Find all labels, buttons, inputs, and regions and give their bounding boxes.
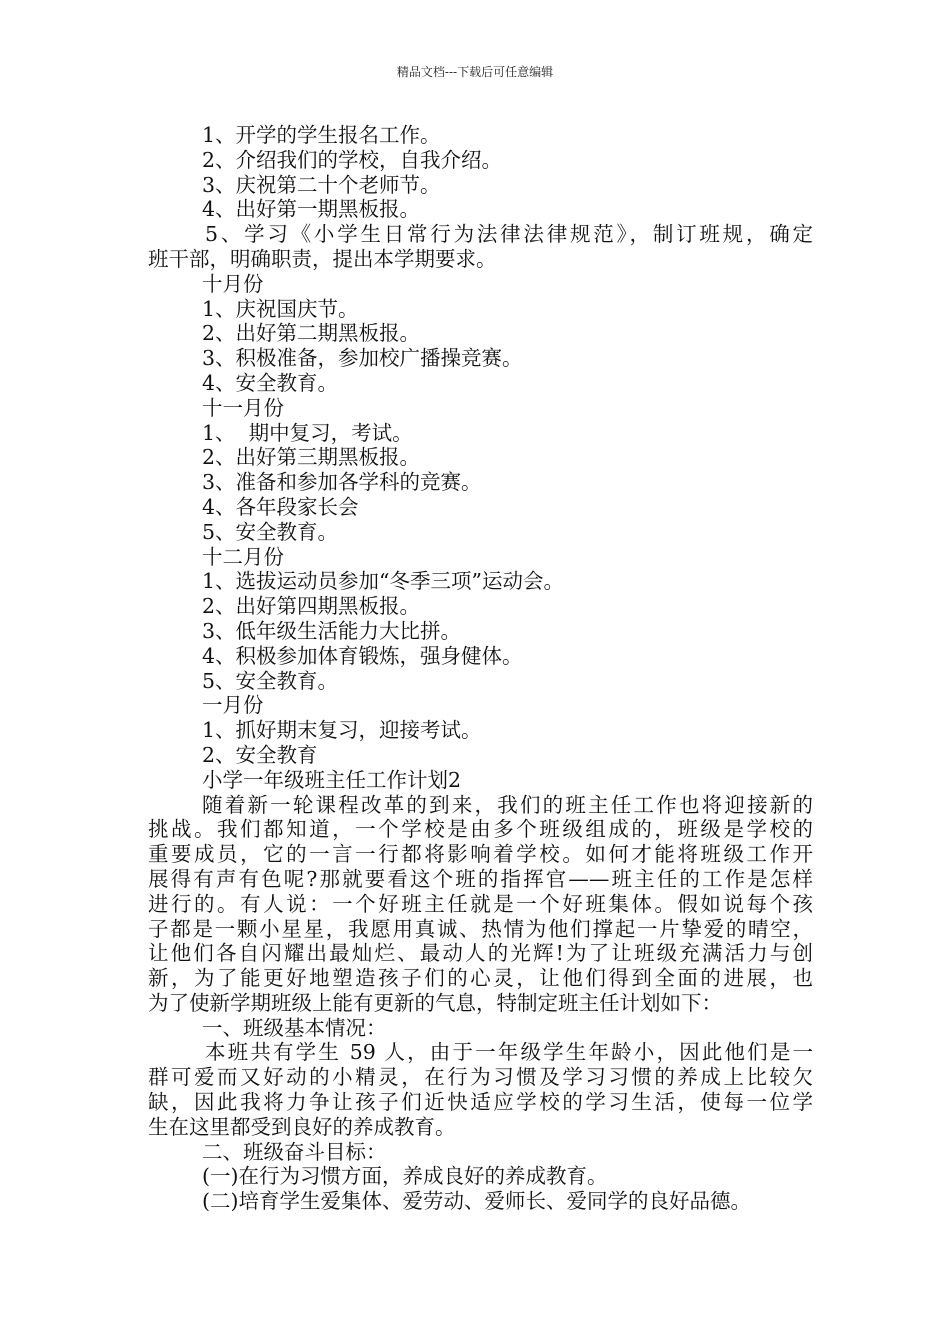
text-line: 2、介绍我们的学校，自我介绍。 <box>202 147 503 172</box>
text-line: (一)在行为习惯方面，养成良好的养成教育。 <box>202 1164 608 1189</box>
paragraph-line: 生在这里都受到良好的养成教育。 <box>148 1114 456 1139</box>
paragraph <box>148 793 813 1016</box>
paragraph-line: 展得有声有色呢?那就要看这个班的指挥官——班主任的工作是怎样 <box>148 866 813 891</box>
text-line: 一、班级基本情况： <box>202 1015 387 1040</box>
paragraph-line: 班干部，明确职责，提出本学期要求。 <box>148 246 497 271</box>
paragraph-line: 重要成员，它的一言一行都将影响着学校。如何才能将班级工作开 <box>148 842 813 867</box>
text-line: 3、低年级生活能力大比拼。 <box>202 618 462 643</box>
text-line: 小学一年级班主任工作计划2 <box>202 767 462 792</box>
text-line: 1、开学的学生报名工作。 <box>202 123 441 147</box>
text-line: 4、各年段家长会 <box>202 494 359 519</box>
paragraph-line: 子都是一颗小星星，我愿用真诚、热情为他们撑起一片挚爱的晴空， <box>148 916 813 941</box>
text-line: 十二月份 <box>202 544 284 569</box>
text-line: 2、安全教育 <box>202 742 318 767</box>
document-body <box>148 123 813 1214</box>
paragraph-line: 进行的。有人说：一个好班主任就是一个好班集体。假如说每个孩 <box>148 891 813 916</box>
text-line: 一月份 <box>202 693 264 718</box>
paragraph-line: 本班共有学生 59 人，由于一年级学生年龄小，因此他们是一 <box>205 1040 813 1065</box>
text-line: 1、 期中复习，考试。 <box>202 420 413 445</box>
text-line: 4、安全教育。 <box>202 370 339 395</box>
text-line: 2、出好第三期黑板报。 <box>202 445 421 470</box>
text-line: 十一月份 <box>202 395 284 420</box>
text-line: 3、庆祝第二十个老师节。 <box>202 172 441 197</box>
text-line: 2、出好第二期黑板报。 <box>202 321 421 346</box>
page-header: 精品文档---下载后可任意编辑 <box>396 65 554 79</box>
text-line: 1、抓好期末复习，迎接考试。 <box>202 718 482 743</box>
text-line: 3、准备和参加各学科的竞赛。 <box>202 470 482 495</box>
text-line: 5、安全教育。 <box>202 519 339 544</box>
text-line: 1、庆祝国庆节。 <box>202 296 359 321</box>
paragraph-line: 让他们各自闪耀出最灿烂、最动人的光辉!为了让班级充满活力与创 <box>148 941 813 966</box>
paragraph-line: 挑战。我们都知道，一个学校是由多个班级组成的，班级是学校的 <box>148 817 813 842</box>
paragraph-line: 为了使新学期班级上能有更新的气息，特制定班主任计划如下： <box>148 990 722 1015</box>
text-line: (二)培育学生爱集体、爱劳动、爱师长、爱同学的良好品德。 <box>202 1189 751 1214</box>
paragraph-line: 随着新一轮课程改革的到来，我们的班主任工作也将迎接新的 <box>202 792 813 817</box>
text-line: 二、班级奋斗目标： <box>202 1139 387 1164</box>
paragraph-line: 群可爱而又好动的小精灵，在行为习惯及学习习惯的养成上比较欠 <box>148 1065 813 1090</box>
text-line: 3、积极准备，参加校广播操竞赛。 <box>202 346 523 371</box>
text-line: 4、出好第一期黑板报。 <box>202 197 421 222</box>
text-line: 1、选拔运动员参加“冬季三项”运动会。 <box>202 569 565 594</box>
paragraph-line: 新，为了能更好地塑造孩子们的心灵，让他们得到全面的进展，也 <box>148 966 813 991</box>
paragraph-line: 5、学习《小学生日常行为法律法律规范》，制订班规，确定 <box>205 222 813 247</box>
paragraph <box>148 1040 813 1139</box>
paragraph-line: 缺，因此我将力争让孩子们近快适应学校的学习生活，使每一位学 <box>148 1090 813 1115</box>
text-line: 2、出好第四期黑板报。 <box>202 594 421 619</box>
text-line: 5、安全教育。 <box>202 668 339 693</box>
text-line: 4、积极参加体育锻炼，强身健体。 <box>202 643 523 668</box>
paragraph <box>148 222 813 272</box>
text-line: 十月份 <box>202 271 264 296</box>
